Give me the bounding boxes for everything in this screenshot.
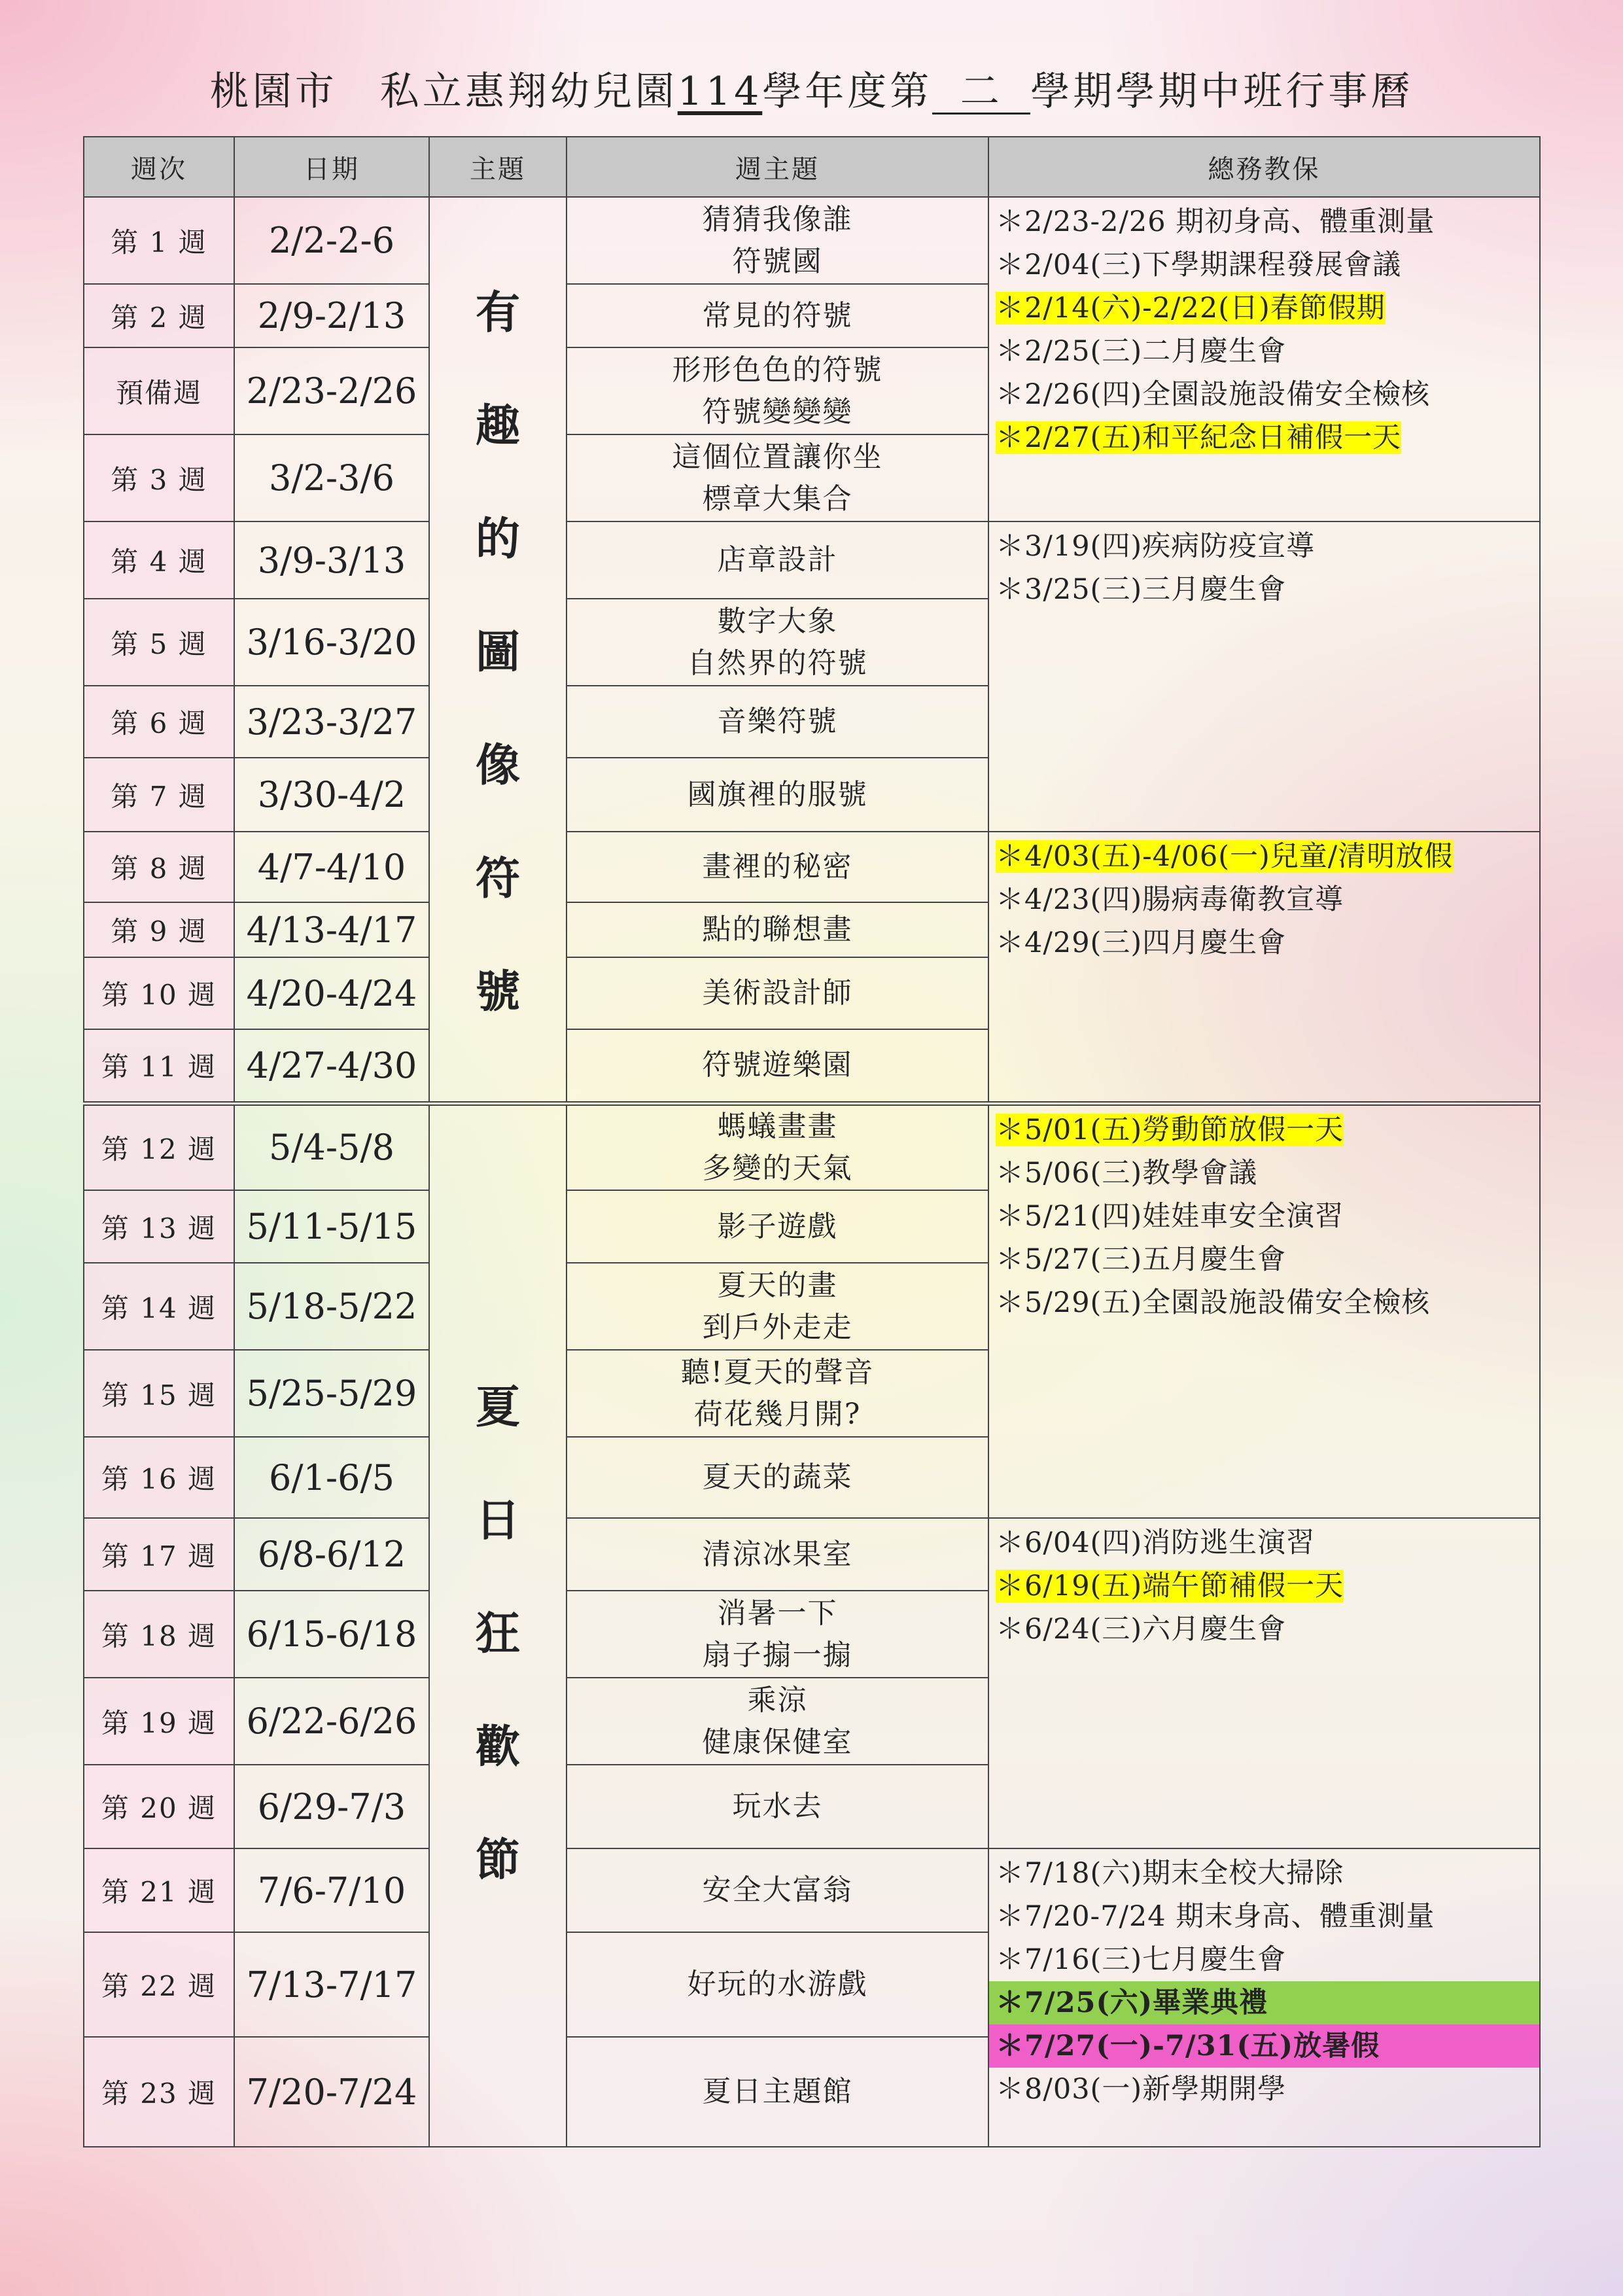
date-cell: 2/9-2/13 (234, 284, 429, 347)
table-row (84, 1518, 1540, 1591)
note-item (996, 1938, 1539, 1981)
theme-char: 有 (475, 287, 520, 339)
note-text: ＊5/21(四)娃娃車安全演習 (996, 1199, 1344, 1233)
date-cell: 7/6-7/10 (234, 1848, 429, 1932)
week-cell: 第 10 週 (84, 957, 234, 1029)
note-text: ＊2/23-2/26 期初身高、體重測量 (996, 205, 1435, 238)
weekly-topic: 消暑一下 (717, 1596, 838, 1630)
weekly-topic: 符號國 (732, 244, 823, 278)
week-cell: 第 22 週 (84, 1932, 234, 2037)
date-cell: 6/29-7/3 (234, 1765, 429, 1848)
theme-char: 日 (475, 1494, 520, 1547)
date-cell: 3/16-3/20 (234, 599, 429, 686)
week-cell: 第 21 週 (84, 1848, 234, 1932)
note-item (996, 200, 1539, 243)
date-cell: 3/9-3/13 (234, 521, 429, 599)
header-row (84, 137, 1540, 197)
weekly-topic-cell (567, 1437, 988, 1518)
table-row (84, 521, 1540, 599)
weekly-topic-cell (567, 1029, 988, 1103)
weekly-topic-cell (567, 957, 988, 1029)
week-cell: 第 19 週 (84, 1678, 234, 1765)
weekly-topic-cell (567, 284, 988, 347)
notes-cell (988, 197, 1540, 521)
weekly-topic-cell (567, 434, 988, 521)
week-cell: 第 18 週 (84, 1591, 234, 1678)
note-item (996, 416, 1539, 459)
date-cell: 4/13-4/17 (234, 902, 429, 957)
week-cell: 第 1 週 (84, 197, 234, 284)
date-cell: 5/4-5/8 (234, 1103, 429, 1190)
notes-cell (988, 1103, 1540, 1518)
theme-char: 夏 (475, 1381, 520, 1434)
week-cell: 第 20 週 (84, 1765, 234, 1848)
title-year: 114 (677, 69, 763, 115)
note-text: ＊2/26(四)全園設施設備安全檢核 (996, 378, 1431, 411)
note-item (996, 835, 1539, 878)
theme-cell (429, 197, 567, 1103)
weekly-topic: 到戶外走走 (702, 1310, 853, 1344)
note-text: ＊5/06(三)教學會議 (996, 1156, 1258, 1190)
week-cell: 第 3 週 (84, 434, 234, 521)
weekly-topic-cell (567, 686, 988, 758)
date-cell: 4/20-4/24 (234, 957, 429, 1029)
weekly-topic: 聽!夏天的聲音 (680, 1355, 875, 1389)
note-item (996, 243, 1539, 287)
weekly-topic: 數字大象 (717, 604, 838, 638)
note-text: ＊7/18(六)期末全校大掃除 (996, 1857, 1344, 1890)
theme-char: 符 (475, 853, 520, 905)
note-text: ＊8/03(一)新學期開學 (996, 2073, 1287, 2106)
weekly-topic: 扇子搧一搧 (702, 1638, 853, 1672)
note-item (996, 1895, 1539, 1938)
weekly-topic: 夏天的蔬菜 (702, 1460, 853, 1494)
calendar-table (83, 136, 1541, 2147)
title-suffix: 學期學期中班行事曆 (1030, 69, 1414, 115)
notes-cell (988, 832, 1540, 1103)
note-text: ＊6/24(三)六月慶生會 (996, 1613, 1287, 1646)
weekly-topic: 夏日主題館 (702, 2075, 853, 2108)
weekly-topic: 音樂符號 (717, 705, 838, 738)
theme-char: 歡 (475, 1720, 520, 1773)
weekly-topic: 螞蟻畫畫 (717, 1109, 838, 1143)
weekly-topic: 乘涼 (747, 1683, 808, 1717)
table-row (84, 1848, 1540, 1932)
title-middle: 學年度第 (762, 69, 933, 115)
note-item (996, 2068, 1539, 2111)
week-cell: 第 4 週 (84, 521, 234, 599)
header-weekly-topic: 週主題 (567, 137, 988, 197)
weekly-topic: 國旗裡的服號 (687, 777, 868, 811)
note-item (996, 1195, 1539, 1238)
header-date: 日期 (234, 137, 429, 197)
notes-cell (988, 1518, 1540, 1848)
weekly-topic: 健康保健室 (702, 1725, 853, 1759)
weekly-topic: 安全大富翁 (702, 1873, 853, 1907)
note-item (996, 878, 1539, 921)
date-cell: 5/25-5/29 (234, 1350, 429, 1437)
title-term: 二 (932, 71, 1030, 115)
note-item (996, 1608, 1539, 1651)
notes-cell (988, 1848, 1540, 2147)
note-text: ＊2/27(五)和平紀念日補假一天 (996, 421, 1402, 454)
note-item (996, 525, 1539, 568)
table-row (84, 1103, 1540, 1190)
weekly-topic-cell (567, 1848, 988, 1932)
header-week: 週次 (84, 137, 234, 197)
note-text: ＊4/29(三)四月慶生會 (996, 927, 1287, 959)
weekly-topic-cell (567, 1190, 988, 1263)
weekly-topic: 自然界的符號 (687, 646, 868, 680)
note-item (996, 1852, 1539, 1895)
week-cell: 第 14 週 (84, 1263, 234, 1350)
theme-char: 節 (475, 1833, 520, 1886)
theme-char: 像 (475, 739, 520, 792)
date-cell: 3/23-3/27 (234, 686, 429, 758)
date-cell: 5/18-5/22 (234, 1263, 429, 1350)
date-cell: 2/2-2-6 (234, 197, 429, 284)
weekly-topic: 符號遊樂園 (702, 1048, 853, 1082)
weekly-topic: 畫裡的秘密 (702, 850, 853, 883)
weekly-topic: 夏天的畫 (717, 1268, 838, 1302)
week-cell: 第 16 週 (84, 1437, 234, 1518)
note-text: ＊5/01(五)勞動節放假一天 (996, 1113, 1344, 1146)
week-cell: 第 6 週 (84, 686, 234, 758)
weekly-topic: 好玩的水游戲 (687, 1968, 868, 2001)
date-cell: 2/23-2/26 (234, 347, 429, 434)
weekly-topic-cell (567, 832, 988, 902)
week-cell: 預備週 (84, 347, 234, 434)
week-cell: 第 2 週 (84, 284, 234, 347)
title-prefix: 桃園市 私立惠翔幼兒園 (209, 69, 678, 115)
date-cell: 7/13-7/17 (234, 1932, 429, 2037)
theme-char: 的 (475, 513, 520, 565)
weekly-topic: 荷花幾月開? (693, 1397, 862, 1431)
note-text: ＊6/04(四)消防逃生演習 (996, 1527, 1316, 1559)
theme-cell (429, 1103, 567, 2147)
note-text: ＊6/19(五)端午節補假一天 (996, 1570, 1344, 1602)
week-cell: 第 9 週 (84, 902, 234, 957)
note-item (996, 1564, 1539, 1608)
date-cell: 4/27-4/30 (234, 1029, 429, 1103)
weekly-topic-cell (567, 1678, 988, 1765)
weekly-topic: 玩水去 (732, 1790, 823, 1823)
week-cell: 第 7 週 (84, 758, 234, 832)
note-item (996, 373, 1539, 416)
weekly-topic: 點的聯想畫 (702, 913, 853, 946)
weekly-topic-cell (567, 197, 988, 284)
page-title (0, 60, 1623, 116)
weekly-topic-cell (567, 599, 988, 686)
date-cell: 6/15-6/18 (234, 1591, 429, 1678)
weekly-topic: 這個位置讓你坐 (672, 440, 883, 474)
note-text: ＊7/16(三)七月慶生會 (996, 1943, 1287, 1976)
date-cell: 4/7-4/10 (234, 832, 429, 902)
theme-char: 號 (475, 966, 520, 1018)
note-text: ＊4/23(四)腸病毒衛教宣導 (996, 883, 1344, 916)
weekly-topic-cell (567, 1103, 988, 1190)
date-cell: 3/30-4/2 (234, 758, 429, 832)
weekly-topic-cell (567, 2037, 988, 2147)
theme-char: 狂 (475, 1607, 520, 1660)
week-cell: 第 12 週 (84, 1103, 234, 1190)
theme-char: 趣 (475, 400, 520, 452)
table-row (84, 197, 1540, 284)
week-cell: 第 23 週 (84, 2037, 234, 2147)
weekly-topic-cell (567, 902, 988, 957)
note-item (996, 568, 1539, 611)
date-cell: 6/8-6/12 (234, 1518, 429, 1591)
weekly-topic: 店章設計 (717, 543, 838, 576)
note-item (996, 1238, 1539, 1281)
date-cell: 5/11-5/15 (234, 1190, 429, 1263)
note-item (996, 1281, 1539, 1324)
header-theme: 主題 (429, 137, 567, 197)
weekly-topic-cell (567, 1263, 988, 1350)
table-row (84, 832, 1540, 902)
note-text: ＊7/27(一)-7/31(五)放暑假 (996, 2030, 1380, 2062)
weekly-topic-cell (567, 1932, 988, 2037)
note-item (989, 2024, 1539, 2068)
week-cell: 第 5 週 (84, 599, 234, 686)
note-text: ＊4/03(五)-4/06(一)兒童/清明放假 (996, 840, 1454, 873)
note-item (996, 921, 1539, 964)
note-item (996, 287, 1539, 330)
header-general-affairs: 總務教保 (988, 137, 1540, 197)
notes-cell (988, 521, 1540, 832)
weekly-topic: 符號變變變 (702, 395, 853, 429)
theme-char: 圖 (475, 626, 520, 679)
weekly-topic: 美術設計師 (702, 976, 853, 1010)
note-item (996, 1152, 1539, 1195)
date-cell: 6/22-6/26 (234, 1678, 429, 1765)
weekly-topic-cell (567, 758, 988, 832)
date-cell: 6/1-6/5 (234, 1437, 429, 1518)
weekly-topic: 常見的符號 (702, 298, 853, 332)
week-cell: 第 13 週 (84, 1190, 234, 1263)
weekly-topic: 清涼冰果室 (702, 1537, 853, 1571)
note-text: ＊2/04(三)下學期課程發展會議 (996, 249, 1402, 281)
note-text: ＊7/25(六)畢業典禮 (996, 1987, 1268, 2019)
note-text: ＊5/27(三)五月慶生會 (996, 1243, 1287, 1276)
weekly-topic-cell (567, 1350, 988, 1437)
weekly-topic-cell (567, 1518, 988, 1591)
note-item (996, 330, 1539, 373)
note-text: ＊3/19(四)疾病防疫宣導 (996, 530, 1316, 563)
weekly-topic-cell (567, 1591, 988, 1678)
weekly-topic: 多變的天氣 (702, 1151, 853, 1185)
week-cell: 第 8 週 (84, 832, 234, 902)
note-item (989, 1981, 1539, 2024)
weekly-topic: 標章大集合 (702, 482, 853, 516)
note-item (996, 1521, 1539, 1564)
weekly-topic: 形形色色的符號 (672, 353, 883, 387)
weekly-topic-cell (567, 1765, 988, 1848)
note-text: ＊3/25(三)三月慶生會 (996, 573, 1287, 606)
date-cell: 7/20-7/24 (234, 2037, 429, 2147)
note-item (996, 1108, 1539, 1152)
date-cell: 3/2-3/6 (234, 434, 429, 521)
weekly-topic-cell (567, 347, 988, 434)
week-cell: 第 11 週 (84, 1029, 234, 1103)
note-text: ＊7/20-7/24 期末身高、體重測量 (996, 1900, 1435, 1933)
note-text: ＊5/29(五)全園設施設備安全檢核 (996, 1286, 1431, 1319)
week-cell: 第 17 週 (84, 1518, 234, 1591)
weekly-topic: 影子遊戲 (717, 1209, 838, 1243)
week-cell: 第 15 週 (84, 1350, 234, 1437)
weekly-topic: 猜猜我像誰 (702, 202, 853, 236)
note-text: ＊2/25(三)二月慶生會 (996, 335, 1287, 368)
note-text: ＊2/14(六)-2/22(日)春節假期 (996, 292, 1386, 325)
weekly-topic-cell (567, 521, 988, 599)
